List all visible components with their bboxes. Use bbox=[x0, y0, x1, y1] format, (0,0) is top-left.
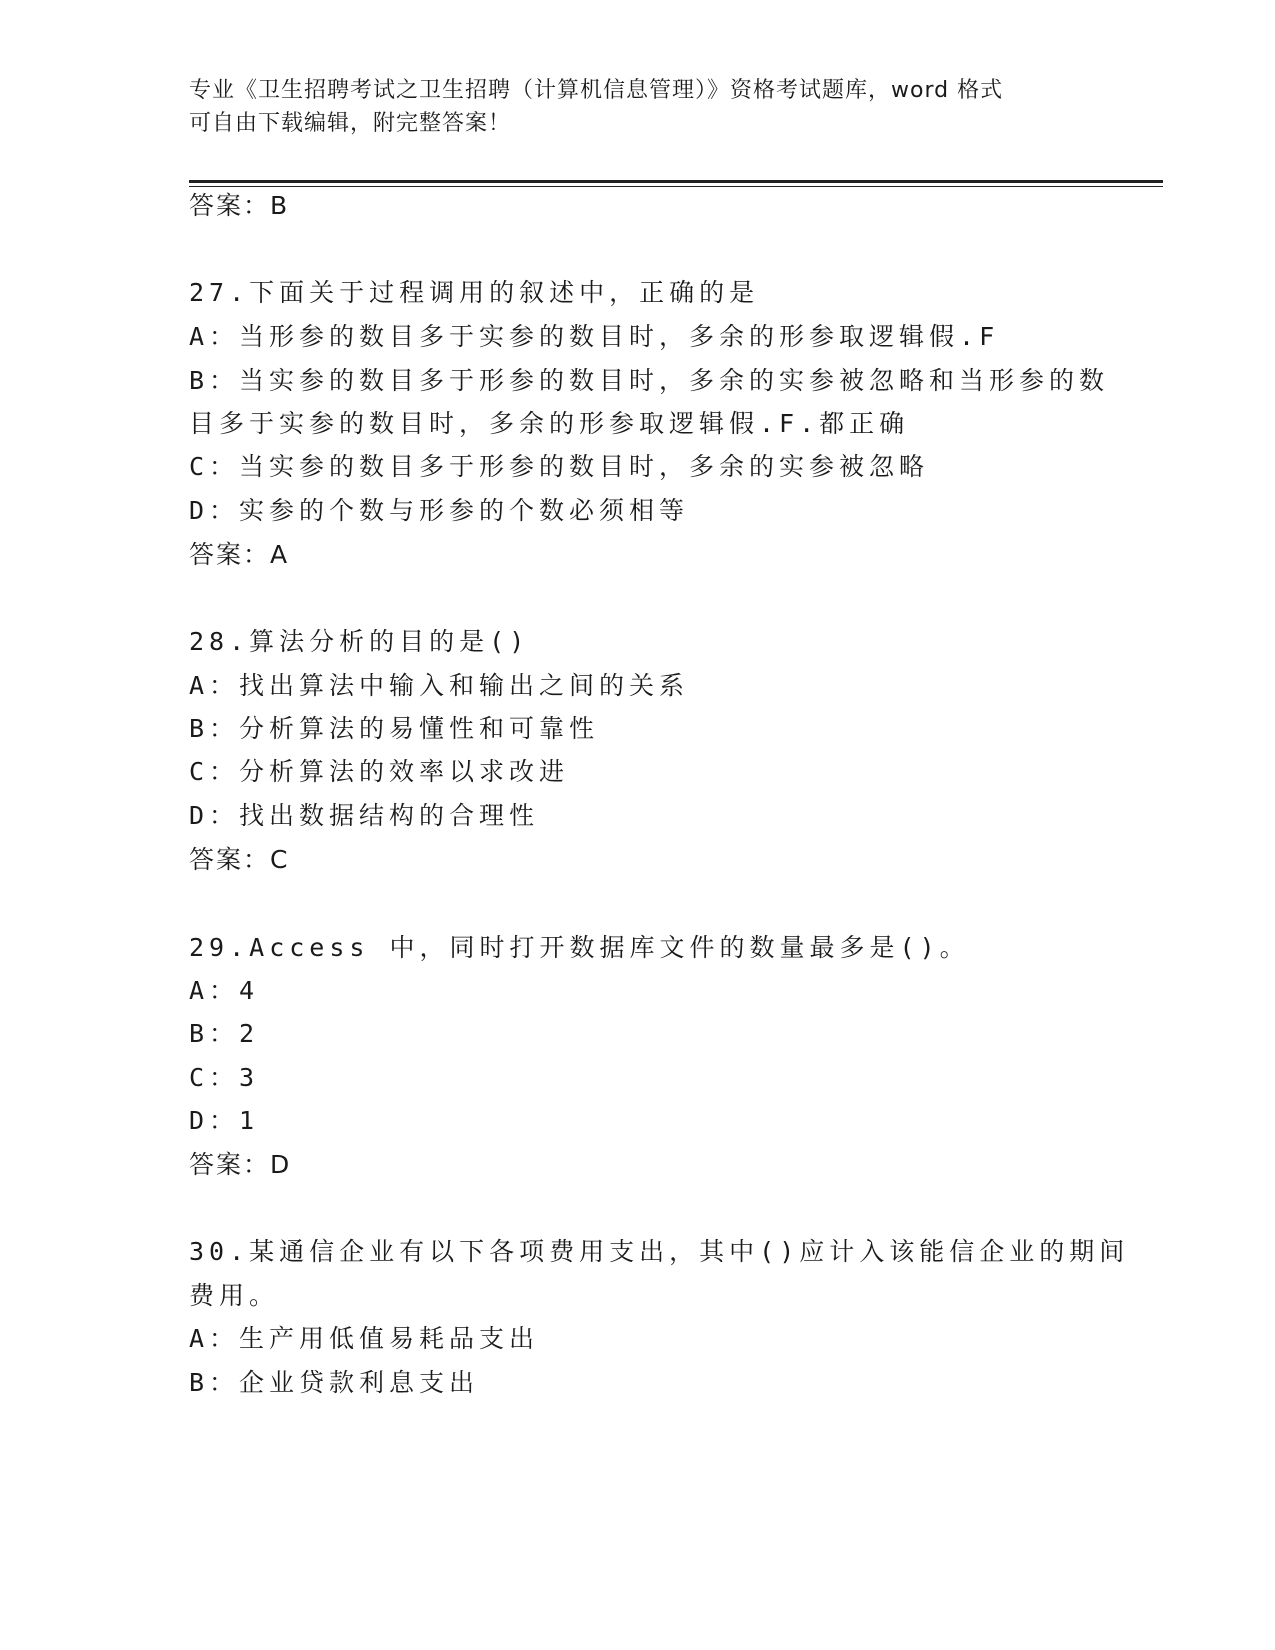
answer-previous: 答案：B bbox=[189, 191, 290, 220]
question-28-option-b: B：分析算法的易懂性和可靠性 bbox=[189, 714, 600, 743]
question-28-option-c: C：分析算法的效率以求改进 bbox=[189, 757, 570, 786]
question-27-option-b-cont: 目多于实参的数目时，多余的形参取逻辑假.F.都正确 bbox=[189, 409, 910, 438]
question-28-option-d: D：找出数据结构的合理性 bbox=[189, 801, 540, 830]
question-28-option-a: A：找出算法中输入和输出之间的关系 bbox=[189, 671, 690, 700]
question-27-option-c: C：当实参的数目多于形参的数目时，多余的实参被忽略 bbox=[189, 452, 930, 481]
question-27-option-d: D：实参的个数与形参的个数必须相等 bbox=[189, 496, 690, 525]
question-28-stem: 28.算法分析的目的是() bbox=[189, 627, 530, 656]
question-27-option-b: B：当实参的数目多于形参的数目时，多余的实参被忽略和当形参的数 bbox=[189, 366, 1110, 395]
header-line-2: 可自由下载编辑，附完整答案！ bbox=[189, 111, 512, 136]
question-28-answer: 答案：C bbox=[189, 845, 290, 874]
question-29-option-c: C：3 bbox=[189, 1063, 260, 1092]
question-27-option-a: A：当形参的数目多于实参的数目时，多余的形参取逻辑假.F bbox=[189, 322, 1000, 351]
document-header bbox=[189, 74, 1089, 140]
question-30-stem: 30.某通信企业有以下各项费用支出，其中()应计入该能信企业的期间 bbox=[189, 1237, 1130, 1266]
question-30-option-a: A：生产用低值易耗品支出 bbox=[189, 1324, 540, 1353]
question-30-stem-cont: 费用。 bbox=[189, 1281, 280, 1310]
question-29-option-d: D：1 bbox=[189, 1106, 260, 1135]
header-rule-thin bbox=[189, 186, 1163, 187]
question-29-stem: 29.Access 中，同时打开数据库文件的数量最多是()。 bbox=[189, 933, 970, 962]
header-rule-thick bbox=[189, 180, 1163, 183]
question-29-answer: 答案：D bbox=[189, 1150, 292, 1179]
question-29-option-b: B：2 bbox=[189, 1019, 260, 1048]
question-27-answer: 答案：A bbox=[189, 540, 290, 569]
question-29-option-a: A：4 bbox=[189, 976, 260, 1005]
question-27-stem: 27.下面关于过程调用的叙述中，正确的是 bbox=[189, 278, 760, 307]
question-30-option-b: B：企业贷款利息支出 bbox=[189, 1368, 480, 1397]
header-line-1: 专业《卫生招聘考试之卫生招聘（计算机信息管理）》资格考试题库，word 格式 bbox=[189, 78, 1004, 103]
